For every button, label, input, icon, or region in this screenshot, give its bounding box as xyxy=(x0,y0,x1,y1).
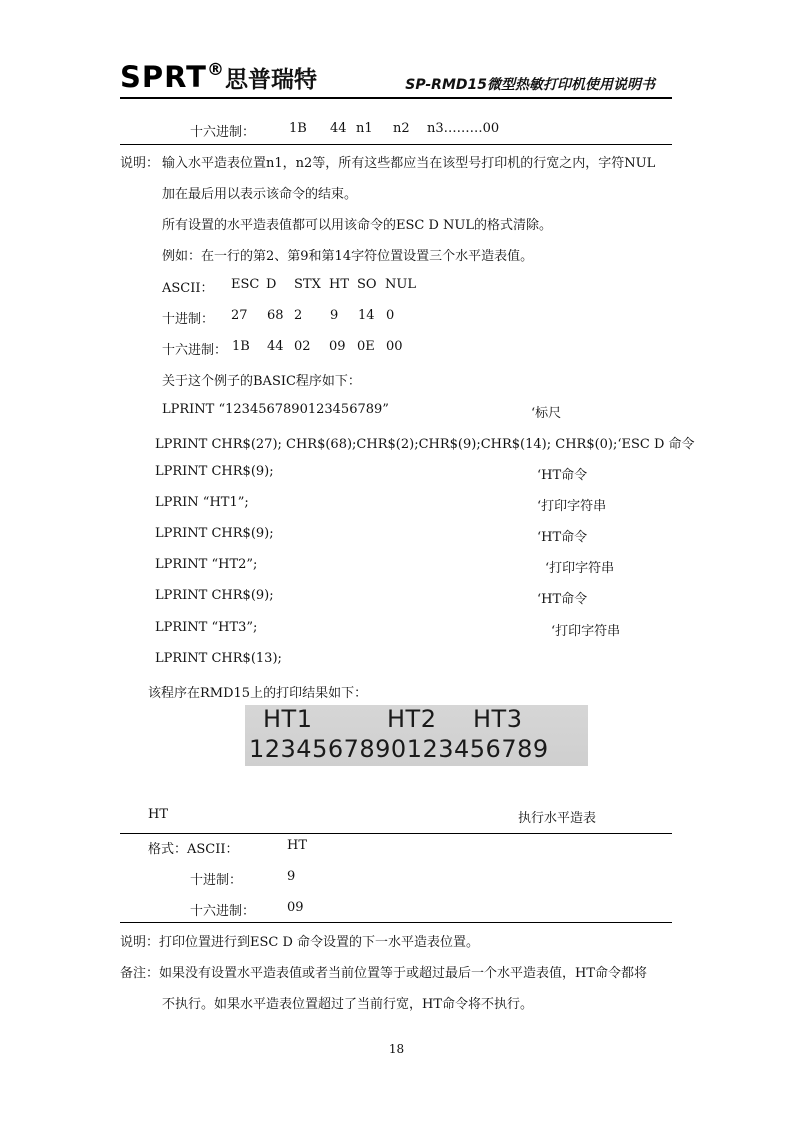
logo-chinese-text: 思普瑞特 xyxy=(224,67,317,93)
hex-value: 1B xyxy=(232,339,250,354)
section-divider xyxy=(120,144,672,145)
format-label: 格式：ASCII： xyxy=(148,842,239,857)
top-hex-label: 十六进制： xyxy=(190,125,256,140)
print-output-sample xyxy=(245,705,588,766)
section-divider xyxy=(120,922,672,923)
code-comment: ‘HT命令 xyxy=(537,592,588,607)
ascii-value: STX xyxy=(294,277,321,292)
command-title: 执行水平造表 xyxy=(518,811,597,826)
ascii-value: NUL xyxy=(385,277,416,292)
code-line: LPRINT “1234567890123456789” xyxy=(162,402,389,417)
ascii-value: D xyxy=(266,277,277,292)
ht-remark-line: 备注：如果没有设置水平造表值或者当前位置等于或超过最后一个水平造表值，HT命令都将 xyxy=(120,966,648,981)
decimal-value: 27 xyxy=(231,308,248,323)
decimal-value: 14 xyxy=(358,308,375,323)
print-line-1-part: HT2 xyxy=(387,705,437,733)
example-intro: 例如：在一行的第2、第9和第14字符位置设置三个水平造表值。 xyxy=(162,249,534,264)
code-comment: ‘打印字符串 xyxy=(545,561,615,576)
command-name: HT xyxy=(148,807,169,822)
top-hex-value: n1 xyxy=(356,121,373,136)
brand-logo xyxy=(120,60,317,94)
code-line: LPRINT CHR$(9); xyxy=(155,526,274,541)
logo-latin-text: SPRT® xyxy=(120,60,225,94)
code-comment: ‘打印字符串 xyxy=(537,499,607,514)
hex-value: 09 xyxy=(329,339,346,354)
decimal-label: 十进制： xyxy=(162,312,215,327)
code-comment: ‘HT命令 xyxy=(537,468,588,483)
hex-label: 十六进制： xyxy=(162,343,228,358)
ascii-value: HT xyxy=(329,277,350,292)
top-hex-value: n3………00 xyxy=(427,121,500,136)
basic-intro: 关于这个例子的BASIC程序如下： xyxy=(162,374,361,389)
format-hex-label: 十六进制： xyxy=(190,904,256,919)
code-line: LPRINT CHR$(9); xyxy=(155,588,274,603)
format-ascii-value: HT xyxy=(287,838,308,853)
ht-remark-line: 不执行。如果水平造表位置超过了当前行宽，HT命令将不执行。 xyxy=(162,997,534,1012)
top-hex-value: 44 xyxy=(330,121,347,136)
top-hex-value: n2 xyxy=(393,121,410,136)
print-line-2: 1234567890123456789 xyxy=(249,735,549,763)
document-title: SP-RMD15微型热敏打印机使用说明书 xyxy=(405,77,655,93)
header-divider xyxy=(120,97,672,99)
code-line: LPRINT CHR$(13); xyxy=(155,651,282,666)
page-number: 18 xyxy=(388,1042,405,1056)
hex-value: 02 xyxy=(294,339,311,354)
print-line-1-part: HT1 xyxy=(263,705,313,733)
decimal-value: 9 xyxy=(330,308,339,323)
decimal-value: 2 xyxy=(294,308,303,323)
note-line: 输入水平造表位置n1，n2等，所有这些都应当在该型号打印机的行宽之内，字符NUL xyxy=(162,156,656,171)
code-line: LPRINT “HT2”; xyxy=(155,557,258,572)
format-decimal-value: 9 xyxy=(287,869,296,884)
code-line: LPRIN “HT1”; xyxy=(155,495,249,510)
decimal-value: 0 xyxy=(386,308,395,323)
decimal-value: 68 xyxy=(267,308,284,323)
ascii-label: ASCII： xyxy=(162,281,214,296)
result-intro: 该程序在RMD15上的打印结果如下： xyxy=(148,686,368,701)
hex-value: 0E xyxy=(357,339,375,354)
code-line: LPRINT CHR$(9); xyxy=(155,464,274,479)
format-decimal-label: 十进制： xyxy=(190,873,243,888)
hex-value: 00 xyxy=(386,339,403,354)
code-comment: ‘HT命令 xyxy=(537,530,588,545)
note-prefix: 说明： xyxy=(120,156,160,171)
hex-value: 44 xyxy=(267,339,284,354)
print-line-1-part: HT3 xyxy=(473,705,523,733)
section-divider xyxy=(120,833,672,834)
top-hex-value: 1B xyxy=(289,121,307,136)
code-comment: ‘标尺 xyxy=(531,406,562,421)
ht-note: 说明：打印位置进行到ESC D 命令设置的下一水平造表位置。 xyxy=(120,935,480,950)
ascii-value: ESC xyxy=(231,277,260,292)
ascii-value: SO xyxy=(357,277,377,292)
code-line: LPRINT CHR$(27); CHR$(68);CHR$(2);CHR$(9);CHR$(14); CHR$(0);‘ESC D 命令 xyxy=(155,437,695,452)
format-hex-value: 09 xyxy=(287,900,304,915)
code-comment: ‘打印字符串 xyxy=(551,624,621,639)
note-line: 加在最后用以表示该命令的结束。 xyxy=(162,187,358,202)
code-line: LPRINT “HT3”; xyxy=(155,620,258,635)
note-line: 所有设置的水平造表值都可以用该命令的ESC D NUL的格式清除。 xyxy=(162,218,552,233)
